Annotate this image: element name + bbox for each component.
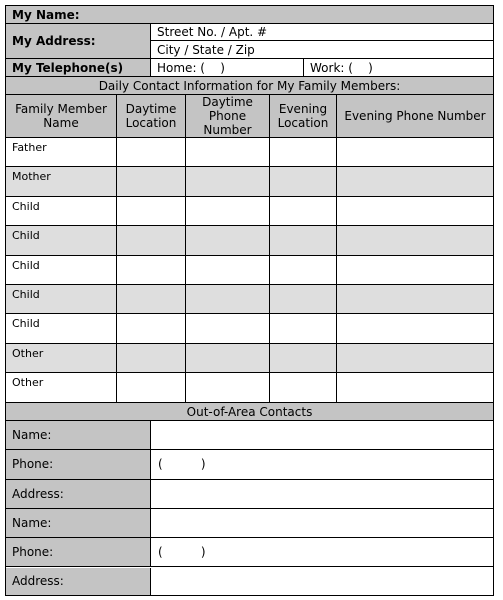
my-name-label: My Name: xyxy=(12,7,80,22)
out-of-area-value-field[interactable] xyxy=(151,538,493,567)
out-of-area-label-cell xyxy=(6,538,151,567)
table-row-member-label: Child xyxy=(12,258,40,272)
table-row-field-cell[interactable] xyxy=(270,167,337,196)
table-row-field-cell[interactable] xyxy=(117,138,186,167)
table-row-field-cell[interactable] xyxy=(186,138,270,167)
out-of-area-title xyxy=(6,403,493,421)
telephone-label-cell xyxy=(6,59,151,77)
table-row-member-label-cell xyxy=(6,344,117,373)
column-header-label: Evening Phone Number xyxy=(344,109,486,123)
table-row-field-cell[interactable] xyxy=(270,314,337,343)
header-daytime-location xyxy=(117,95,186,138)
table-row-field-cell[interactable] xyxy=(117,373,186,403)
table-row-field-cell[interactable] xyxy=(337,167,493,196)
table-row-field-cell[interactable] xyxy=(186,314,270,343)
table-row-field-cell[interactable] xyxy=(337,226,493,255)
header-daytime-phone xyxy=(186,95,270,138)
table-row-field-cell[interactable] xyxy=(117,314,186,343)
table-row-member-label-cell xyxy=(6,226,117,255)
header-family-member-name xyxy=(6,95,117,138)
family-contact-form xyxy=(5,5,494,596)
table-row-field-cell[interactable] xyxy=(270,373,337,403)
table-row-member-label-cell xyxy=(6,373,117,403)
out-of-area-label: Name: xyxy=(12,428,52,443)
table-row-field-cell[interactable] xyxy=(186,373,270,403)
table-row-field-cell[interactable] xyxy=(117,167,186,196)
city-label: City / State / Zip xyxy=(157,42,255,57)
table-row-member-label: Child xyxy=(12,288,40,301)
table-row-member-label: Father xyxy=(12,141,47,154)
table-row-field-cell[interactable] xyxy=(186,197,270,226)
table-row-field-cell[interactable] xyxy=(270,138,337,167)
table-row-field-cell[interactable] xyxy=(117,344,186,373)
out-of-area-value-field[interactable] xyxy=(151,480,493,509)
out-of-area-label-cell xyxy=(6,450,151,479)
city-field[interactable] xyxy=(151,41,493,59)
table-row-field-cell[interactable] xyxy=(186,256,270,285)
table-row-field-cell[interactable] xyxy=(186,285,270,314)
table-row-field-cell[interactable] xyxy=(337,197,493,226)
home-phone-label: Home: ( ) xyxy=(157,60,225,75)
table-row-member-label-cell xyxy=(6,314,117,343)
table-row-field-cell[interactable] xyxy=(270,285,337,314)
street-label: Street No. / Apt. # xyxy=(157,25,268,39)
table-row-member-label: Mother xyxy=(12,170,51,184)
out-of-area-label: Phone: xyxy=(12,545,54,560)
my-address-label-cell xyxy=(6,24,151,59)
daily-contact-title-text: Daily Contact Information for My Family Members: xyxy=(98,78,401,93)
table-row-field-cell[interactable] xyxy=(117,226,186,255)
out-of-area-label-cell xyxy=(6,480,151,509)
table-row-field-cell[interactable] xyxy=(270,344,337,373)
street-field[interactable] xyxy=(151,24,493,41)
out-of-area-value-field[interactable] xyxy=(151,509,493,538)
table-row-member-label: Other xyxy=(12,346,44,360)
table-row-member-label-cell xyxy=(6,256,117,285)
out-of-area-label: Name: xyxy=(12,516,52,531)
out-of-area-value: ( ) xyxy=(158,545,206,560)
my-address-label: My Address: xyxy=(12,34,96,48)
table-row-member-label: Child xyxy=(12,199,40,213)
table-row-field-cell[interactable] xyxy=(186,167,270,196)
column-header-label: Daytime Phone Number xyxy=(202,95,253,137)
table-row-field-cell[interactable] xyxy=(337,314,493,343)
work-phone-label: Work: ( ) xyxy=(310,60,373,75)
table-row-member-label-cell xyxy=(6,197,117,226)
table-row-field-cell[interactable] xyxy=(270,226,337,255)
out-of-area-value-field[interactable] xyxy=(151,568,493,596)
column-header-label: Daytime Location xyxy=(125,102,177,130)
table-row-field-cell[interactable] xyxy=(337,344,493,373)
table-row-member-label-cell xyxy=(6,138,117,167)
telephone-label: My Telephone(s) xyxy=(12,60,124,75)
table-row-field-cell[interactable] xyxy=(186,226,270,255)
table-row-field-cell[interactable] xyxy=(117,256,186,285)
out-of-area-label-cell xyxy=(6,568,151,596)
header-evening-phone xyxy=(337,95,493,138)
table-row-field-cell[interactable] xyxy=(117,285,186,314)
table-row-member-label: Child xyxy=(12,229,40,243)
column-header-label: Family Member Name xyxy=(15,102,107,130)
header-evening-location xyxy=(270,95,337,138)
work-phone-field[interactable] xyxy=(304,59,493,77)
table-row-member-label-cell xyxy=(6,285,117,314)
out-of-area-value: ( ) xyxy=(158,457,206,472)
table-row-field-cell[interactable] xyxy=(337,285,493,314)
out-of-area-value-field[interactable] xyxy=(151,421,493,450)
out-of-area-title-text: Out-of-Area Contacts xyxy=(186,404,313,419)
daily-contact-title xyxy=(6,77,493,95)
table-row-member-label: Other xyxy=(12,376,44,390)
table-row-field-cell[interactable] xyxy=(337,138,493,167)
out-of-area-label: Phone: xyxy=(12,457,54,472)
out-of-area-value-field[interactable] xyxy=(151,450,493,479)
table-row-field-cell[interactable] xyxy=(117,197,186,226)
table-row-field-cell[interactable] xyxy=(270,197,337,226)
table-row-field-cell[interactable] xyxy=(270,256,337,285)
out-of-area-label-cell xyxy=(6,421,151,450)
table-row-field-cell[interactable] xyxy=(337,373,493,403)
table-row-member-label-cell xyxy=(6,167,117,196)
table-row-member-label: Child xyxy=(12,317,40,331)
out-of-area-label: Address: xyxy=(12,574,64,589)
out-of-area-label: Address: xyxy=(12,486,64,501)
home-phone-field[interactable] xyxy=(151,59,304,77)
out-of-area-label-cell xyxy=(6,509,151,538)
table-row-field-cell[interactable] xyxy=(337,256,493,285)
my-name-row[interactable] xyxy=(6,6,493,24)
table-row-field-cell[interactable] xyxy=(186,344,270,373)
column-header-label: Evening Location xyxy=(277,102,329,130)
